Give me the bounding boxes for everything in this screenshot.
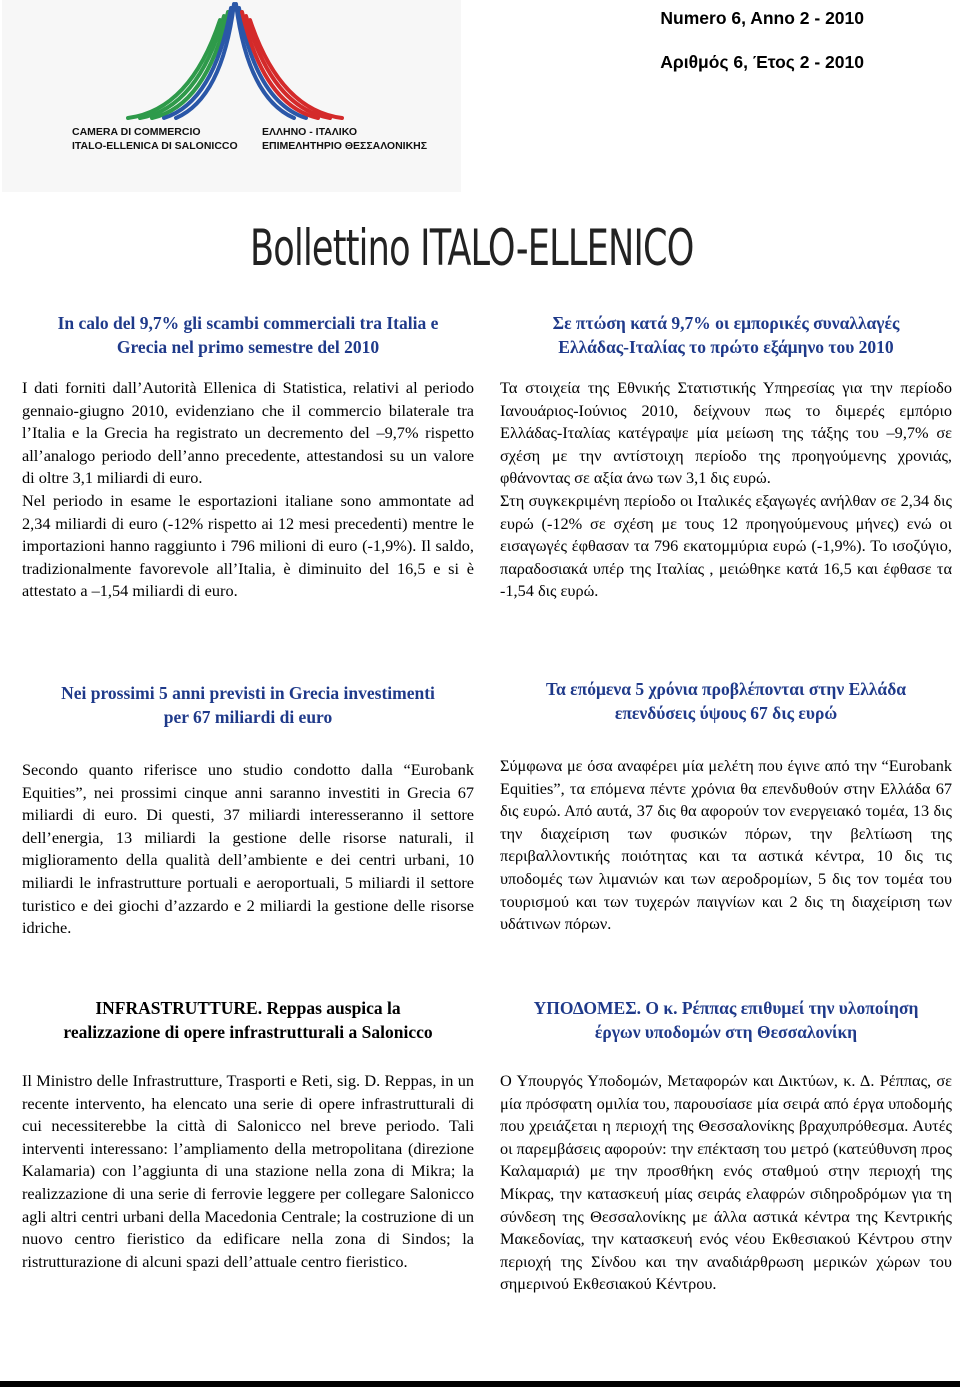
article-heading	[500, 311, 952, 359]
article-body	[500, 377, 952, 603]
article-trade-italian	[22, 311, 474, 603]
heading-line: Nei prossimi 5 anni previsti in Grecia investimenti	[61, 683, 435, 703]
paragraph: Secondo quanto riferisce uno studio condotto dalla “Eurobank Equities”, nei prossimi cinque anni saranno investiti in Grecia 67 miliardi di euro. Di questi, 37 miliardi interesseranno il settore dell’energia, 13 miliardi la gestione delle risorse naturali, il miglioramento della qualità dell’ambiente e dei centri urbani, 10 miliardi le infrastrutture portuali e aeroportuali, 5 miliardi il settore turistico e dei giochi d’azzardo e 2 miliardi la gestione delle risorse idriche.	[22, 760, 474, 938]
heading-line: Ελλάδας-Ιταλίας το πρώτο εξάμηνο του 2010	[558, 337, 894, 357]
newsletter-title: Bollettino ITALO-ELLENICO	[250, 219, 694, 277]
heading-line: ΥΠΟΔΟΜΕΣ. Ο κ. Ρέππας επιθυμεί την υλοποίηση	[533, 998, 919, 1018]
paragraph: Τα στοιχεία της Εθνικής Στατιστικής Υπηρεσίας για την περίοδο Ιανουάριος-Ιούνιος 2010, δείχνουν πως το διμερές εμπόριο Ελλάδας-Ιταλίας κατέγραψε μία μείωση της τάξης του –9,7% σε σχέση με την αντίστοιχη περίοδο της προηγούμενης χρονιάς, φθάνοντας σε αξία άνω των 3,1 δις ευρώ.	[500, 378, 952, 488]
paragraph: Στη συγκεκριμένη περίοδο οι Ιταλικές εξαγωγές ανήλθαν σε 2,34 δις ευρώ (-12% σε σχέση με τους 12 προηγούμενους μήνες) ενώ οι εισαγωγές έφθασαν τα 796 εκατομμύρια ευρώ (-1,9%). Το ισοζύγιο, παραδοσιακά υπέρ της Ιταλίας , μειώθηκε κατά 16,5 και έφθασε τα -1,54 δις ευρώ.	[500, 490, 952, 601]
article-investment-greek	[500, 677, 952, 936]
article-trade-greek	[500, 311, 952, 603]
page-header	[0, 0, 960, 200]
chamber-name-italian	[72, 125, 238, 153]
heading-line: realizzazione di opere infrastrutturali a Salonicco	[63, 1022, 433, 1042]
chamber-name-gr-line2: ΕΠΙΜΕΛΗΤΗΡΙΟ ΘΕΣΣΑΛΟΝΙΚΗΣ	[262, 140, 428, 152]
article-heading	[500, 996, 952, 1044]
heading-line: Grecia nel primo semestre del 2010	[116, 337, 380, 357]
chamber-name-it-line2: ITALO-ELLENICA DI SALONICCO	[72, 140, 238, 152]
heading-line: επενδύσεις ύψους 67 δις ευρώ	[614, 703, 838, 723]
footer-rule	[0, 1381, 960, 1387]
article-body	[22, 1070, 474, 1273]
article-investment-italian	[22, 681, 474, 940]
heading-line: INFRASTRUTTURE. Reppas auspica la	[95, 998, 401, 1018]
heading-line: έργων υποδομών στη Θεσσαλονίκη	[594, 1022, 858, 1042]
issue-number-greek: Αριθμός 6, Έτος 2 - 2010	[660, 52, 864, 72]
issue-number-italian: Numero 6, Anno 2 - 2010	[660, 8, 864, 28]
article-body	[500, 1070, 952, 1296]
article-heading	[22, 681, 474, 729]
paragraph: Ο Υπουργός Υποδομών, Μεταφορών και Δικτύων, κ. Δ. Ρέππας, σε μία πρόσφατη ομιλία του, παρουσίασε μία σειρά από έργα υποδομής που χρειάζεται η περιοχή της Θεσσαλονίκης βραχυπρόθεσμα. Αυτές οι παρεμβάσεις αφορούν: την επέκταση του μετρό (κατεύθυνση προς Καλαμαριά) με την προσθήκη ενός σταθμού στην περιοχή της Μίκρας, την κατασκευή μίας σειράς ελαφρών σιδηροδρόμων για τη σύνδεση της Θεσσαλονίκης με άλλα αστικά κέντρα της Κεντρικής Μακεδονίας, την κατασκευή ενός νέου Εκθεσιακού Κέντρου στην περιοχή της Σίνδου και την αναδιάρθρωση μερικών χώρων του σημερινού Εκθεσιακού Κέντρου.	[500, 1071, 952, 1294]
article-body	[22, 759, 474, 940]
article-heading	[22, 996, 474, 1044]
article-heading	[500, 677, 952, 725]
chamber-name-it-line1: CAMERA DI COMMERCIO	[72, 126, 201, 138]
heading-line: In calo del 9,7% gli scambi commerciali tra Italia e	[57, 313, 439, 333]
article-body	[500, 755, 952, 936]
chamber-name-gr-line1: ΕΛΛΗΝΟ - ΙΤΑΛΙΚΟ	[262, 126, 357, 138]
paragraph: Nel periodo in esame le esportazioni italiane sono ammontate ad 2,34 miliardi di euro (-12% rispetto ai 12 mesi precedenti) mentre le importazioni hanno raggiunto i 796 milioni di euro (-1,9%). Il saldo, tradizionalmente favorevole all’Italia, è diminuito del 16,5 e si è attestato a –1,54 miliardi di euro.	[22, 490, 474, 601]
article-heading	[22, 311, 474, 359]
article-infrastructure-italian	[22, 996, 474, 1273]
chamber-emblem-icon	[120, 0, 350, 122]
paragraph: I dati forniti dall’Autorità Ellenica di Statistica, relativi al periodo gennaio-giugno 2010, evidenziano che il commercio bilaterale tra l’Italia e la Grecia ha registrato un decremento del –9,7% rispetto all’analogo periodo dell’anno precedente, attestandosi su un valore di oltre 3,1 miliardi di euro.	[22, 378, 474, 488]
article-infrastructure-greek	[500, 996, 952, 1296]
chamber-name-greek	[262, 125, 427, 153]
heading-line: per 67 miliardi di euro	[163, 707, 333, 727]
paragraph: Il Ministro delle Infrastrutture, Trasporti e Reti, sig. D. Reppas, in un recente intervento, ha elencato una serie di opere infrastrutturali di cui necessiterebbe la città di Salonicco nel breve periodo. Tali interventi interessano: l’ampliamento della metropolitana (direzione Kalamaria) con l’aggiunta di una stazione nella zona di Mikra; la realizzazione di una serie di ferrovie leggere per collegare Salonicco agli altri centri urbani della Macedonia Centrale; la costruzione di un nuovo centro fieristico da edificare nella zona di Sindos; la ristrutturazione di alcuni spazi dell’attuale centro fieristico.	[22, 1071, 474, 1271]
paragraph: Σύμφωνα με όσα αναφέρει μία μελέτη που έγινε από την “Eurobank Equities”, τα επόμενα πέντε χρόνια θα επενδυθούν στην Ελλάδα 67 δις ευρώ. Από αυτά, 37 δις θα αφορούν τον ενεργειακό τομέα, 13 δις την διαχείριση των φυσικών πόρων, την βελτίωση της περιβαλλοντικής ποιότητας και τα αστικά κέντρα, 10 δις τις υποδομές των λιμανιών και των αεροδρομίων, 5 δις τον τομέα του τουρισμού και των τυχερών παιγνίων και 2 δις τη διαχείριση των υδάτινων πόρων.	[500, 756, 952, 934]
heading-line: Τα επόμενα 5 χρόνια προβλέπονται στην Ελλάδα	[545, 679, 907, 699]
article-body	[22, 377, 474, 603]
heading-line: Σε πτώση κατά 9,7% οι εμπορικές συναλλαγές	[552, 313, 900, 333]
chamber-logo	[2, 0, 461, 192]
